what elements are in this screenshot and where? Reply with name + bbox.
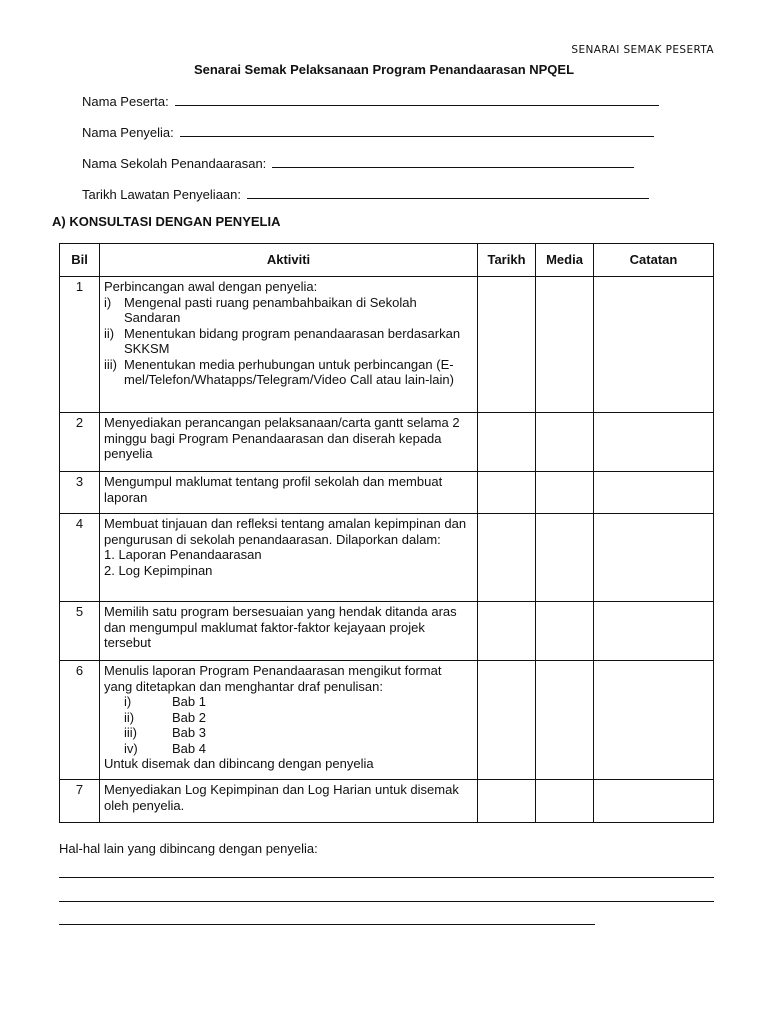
cell-tarikh[interactable] xyxy=(478,780,536,823)
field-nama-peserta xyxy=(82,93,659,109)
row-bil: 2 xyxy=(60,413,100,472)
item-number: ii) xyxy=(124,709,135,725)
row-aktiviti: Mengumpul maklumat tentang profil sekolah dan membuat laporan xyxy=(100,472,478,514)
row-bil: 3 xyxy=(60,472,100,514)
cell-tarikh[interactable] xyxy=(478,514,536,602)
list-item xyxy=(104,725,473,741)
item-text: Bab 1 xyxy=(172,694,206,709)
field-label: Nama Sekolah Penandaarasan: xyxy=(82,156,267,171)
item-text: Menentukan media perhubungan untuk perbincangan (E-mel/Telefon/Whatapps/Telegram/Video Call atau lain-lain) xyxy=(124,356,454,387)
cell-catatan[interactable] xyxy=(594,780,714,823)
cell-media[interactable] xyxy=(536,413,594,472)
cell-catatan[interactable] xyxy=(594,661,714,780)
list-item xyxy=(104,295,473,326)
field-label: Nama Peserta: xyxy=(82,94,169,109)
blank-line[interactable] xyxy=(175,93,659,106)
table-row xyxy=(60,780,714,823)
activity-text: Menulis laporan Program Penandaarasan mengikut format yang ditetapkan dan menghantar draf penulisan: xyxy=(104,663,442,694)
row-aktiviti: Menyediakan perancangan pelaksanaan/carta gantt selama 2 minggu bagi Program Penandaarasan dan diserah kepada penyelia xyxy=(100,413,478,472)
item-number: i) xyxy=(104,294,112,310)
notes-line[interactable] xyxy=(59,924,595,925)
sub-list xyxy=(104,295,473,388)
item-text: Bab 3 xyxy=(172,725,206,740)
item-text: Bab 4 xyxy=(172,740,206,756)
cell-media[interactable] xyxy=(536,514,594,602)
field-tarikh-lawatan xyxy=(82,186,649,202)
item-text: Mengenal pasti ruang penambahbaikan di Sekolah Sandaran xyxy=(124,294,417,325)
cell-catatan[interactable] xyxy=(594,413,714,472)
item-number: iii) xyxy=(124,725,137,740)
field-label: Tarikh Lawatan Penyeliaan: xyxy=(82,187,241,202)
cell-catatan[interactable] xyxy=(594,472,714,514)
cell-catatan[interactable] xyxy=(594,277,714,413)
row-bil: 4 xyxy=(60,514,100,602)
cell-media[interactable] xyxy=(536,277,594,413)
list-item xyxy=(104,326,473,357)
list-item: 2. Log Kepimpinan xyxy=(104,562,213,578)
cell-tarikh[interactable] xyxy=(478,602,536,661)
row-aktiviti xyxy=(100,514,478,602)
item-number: i) xyxy=(124,694,132,709)
cell-catatan[interactable] xyxy=(594,514,714,602)
field-label: Nama Penyelia: xyxy=(82,125,174,140)
blank-line[interactable] xyxy=(272,155,634,168)
row-aktiviti xyxy=(100,661,478,780)
field-nama-sekolah xyxy=(82,155,634,171)
list-item: 1. Laporan Penandaarasan xyxy=(104,547,262,562)
cell-media[interactable] xyxy=(536,661,594,780)
table-row xyxy=(60,661,714,780)
document-title: Senarai Semak Pelaksanaan Program Penandaarasan NPQEL xyxy=(193,62,575,77)
header-media: Media xyxy=(536,244,594,277)
item-text: Bab 2 xyxy=(172,709,206,725)
section-a-title: A) KONSULTASI DENGAN PENYELIA xyxy=(52,214,281,229)
cell-tarikh[interactable] xyxy=(478,661,536,780)
cell-tarikh[interactable] xyxy=(478,472,536,514)
blank-line[interactable] xyxy=(180,124,654,137)
cell-media[interactable] xyxy=(536,472,594,514)
field-nama-penyelia xyxy=(82,124,654,140)
table-row xyxy=(60,413,714,472)
table-row xyxy=(60,277,714,413)
bab-list xyxy=(104,694,473,756)
cell-tarikh[interactable] xyxy=(478,413,536,472)
row-aktiviti: Memilih satu program bersesuaian yang hendak ditanda aras dan mengumpul maklumat faktor-faktor kejayaan projek tersebut xyxy=(100,602,478,661)
table-row xyxy=(60,602,714,661)
list-item xyxy=(104,694,473,710)
item-number: iii) xyxy=(104,356,117,372)
table-header-row xyxy=(60,244,714,277)
list-item xyxy=(104,741,473,757)
item-number: ii) xyxy=(104,325,115,341)
header-tarikh: Tarikh xyxy=(478,244,536,277)
row-bil: 5 xyxy=(60,602,100,661)
header-aktiviti: Aktiviti xyxy=(100,244,478,277)
header-label: SENARAI SEMAK PESERTA xyxy=(571,44,714,56)
row-bil: 6 xyxy=(60,661,100,780)
notes-line[interactable] xyxy=(59,877,714,878)
row-bil: 7 xyxy=(60,780,100,823)
activity-text: Perbincangan awal dengan penyelia: xyxy=(104,279,318,294)
table-row xyxy=(60,472,714,514)
cell-tarikh[interactable] xyxy=(478,277,536,413)
cell-catatan[interactable] xyxy=(594,602,714,661)
row-bil: 1 xyxy=(60,277,100,413)
notes-label: Hal-hal lain yang dibincang dengan penyelia: xyxy=(59,841,318,856)
cell-media[interactable] xyxy=(536,780,594,823)
item-text: Menentukan bidang program penandaarasan berdasarkan SKKSM xyxy=(124,325,461,356)
table-row xyxy=(60,514,714,602)
checklist-table xyxy=(59,243,714,823)
cell-media[interactable] xyxy=(536,602,594,661)
list-item xyxy=(104,357,473,388)
blank-line[interactable] xyxy=(247,186,649,199)
item-number: iv) xyxy=(124,740,138,756)
row-aktiviti: Menyediakan Log Kepimpinan dan Log Harian untuk disemak oleh penyelia. xyxy=(100,780,478,823)
notes-line[interactable] xyxy=(59,901,714,902)
list-item xyxy=(104,710,473,726)
activity-text: Membuat tinjauan dan refleksi tentang amalan kepimpinan dan pengurusan di sekolah penandaarasan. Dilaporkan dalam: xyxy=(104,516,467,547)
header-bil: Bil xyxy=(60,244,100,277)
header-catatan: Catatan xyxy=(594,244,714,277)
row-aktiviti xyxy=(100,277,478,413)
activity-text-after: Untuk disemak dan dibincang dengan penyelia xyxy=(104,756,374,771)
